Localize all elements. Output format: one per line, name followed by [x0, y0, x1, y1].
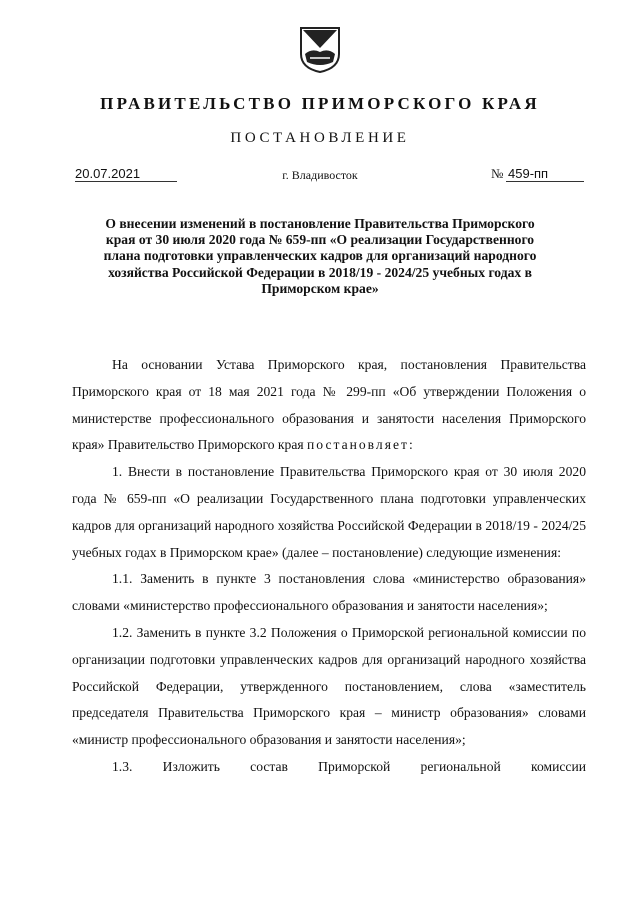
document-type: ПОСТАНОВЛЕНИЕ: [230, 130, 410, 146]
document-date: 20.07.2021: [75, 166, 141, 181]
number-underline: [506, 181, 584, 182]
paragraph-item-1-2: 1.2. Заменить в пункте 3.2 Положения о Приморской региональной комиссии по организации подготовки управленческих кадров для организаций народного хозяйства Российской Федерации, утвержденного постановлением, слова «заместитель председателя Правительства Приморского края – министр образования» словами «министр профессионального образования и занятости населения»;: [72, 624, 586, 748]
document-city: г. Владивосток: [282, 168, 358, 182]
decree-keyword: постановляет: [307, 437, 409, 453]
paragraph-item-1: 1. Внести в постановление Правительства Приморского края от 30 июля 2020 года № 659-пп «О реализации Государственного плана подготовки управленческих кадров для организаций народного хозяйства Российской Федерации в 2018/19 - 2024/25 учебных годах в Приморском крае» (далее – постановление) следующие изменения:: [72, 464, 586, 560]
preamble-text: На основании Устава Приморского края, постановления Правительства Приморского края от 18 мая 2021 года № 299-пп «Об утверждении Положения о министерстве профессионального образования и занятости населения Приморского края» Правительство Приморского края: [72, 357, 586, 453]
document-body: [72, 352, 586, 781]
paragraph-item-1-3: 1.3. Изложить состав Приморской региональной комиссии: [112, 758, 586, 774]
organization-name: ПРАВИТЕЛЬСТВО ПРИМОРСКОГО КРАЯ: [100, 94, 540, 113]
paragraph-preamble: [72, 352, 586, 459]
preamble-colon: :: [408, 437, 413, 453]
document-title: О внесении изменений в постановление Правительства Приморского края от 30 июля 2020 года № 659-пп «О реализации Государственного плана подготовки управленческих кадров для организаций народного хозяйства Российской Федерации в 2018/19 - 2024/25 учебных годах в Приморском крае»: [103, 216, 537, 296]
paragraph-item-1-1: 1.1. Заменить в пункте 3 постановления слова «министерство образования» словами «министерство профессионального образования и занятости населения»;: [72, 571, 586, 614]
coat-of-arms-icon: [298, 24, 342, 74]
number-label: №: [491, 166, 504, 181]
document-number: 459-пп: [508, 166, 549, 181]
